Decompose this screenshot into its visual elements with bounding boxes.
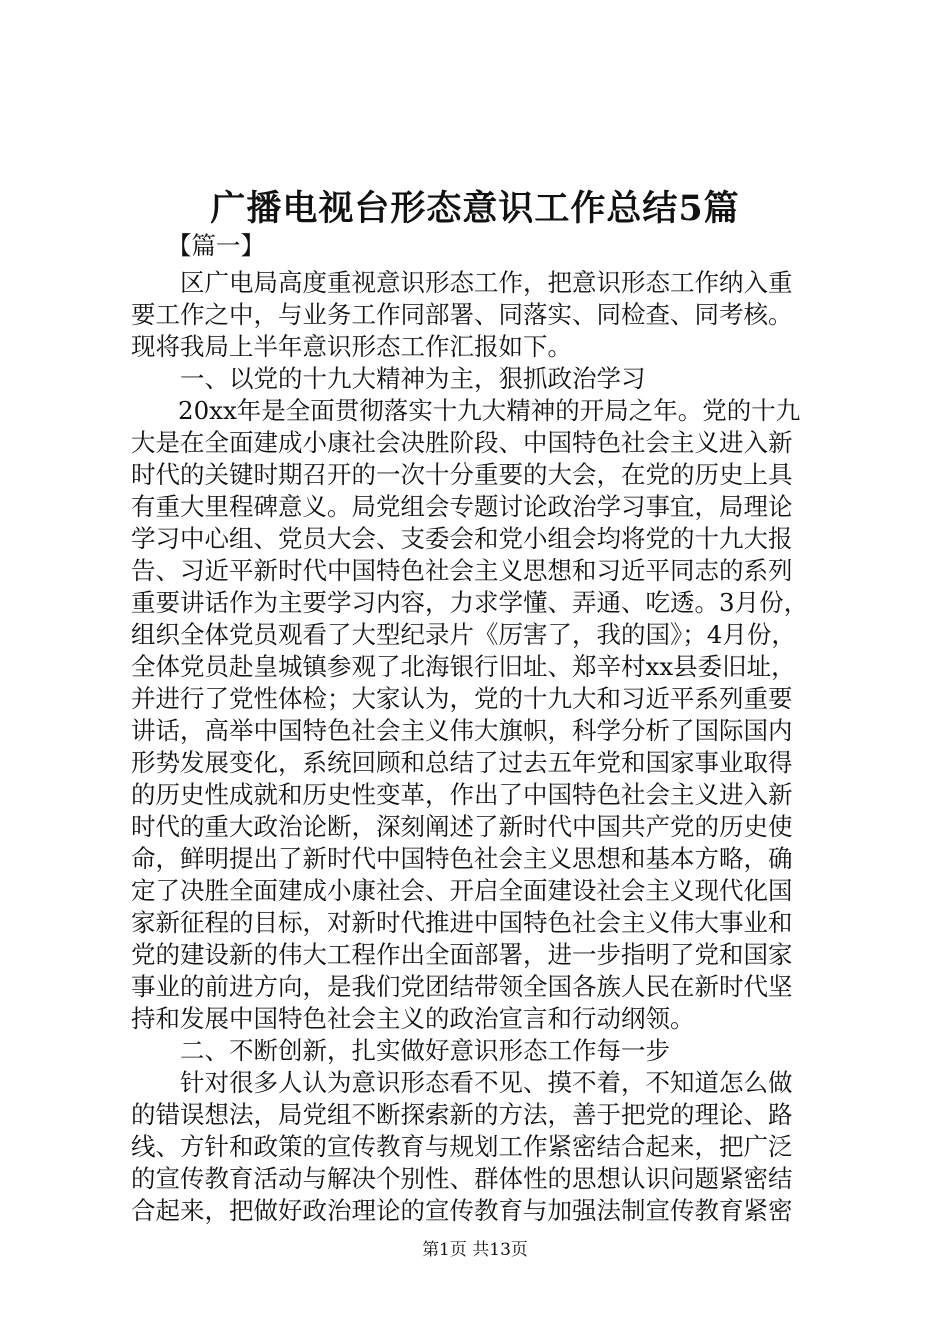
paragraph-line: 合起来，把做好政治理论的宣传教育与加强法制宣传教育紧密 <box>131 1196 793 1225</box>
section-heading: 一、以党的十九大精神为主，狠抓政治学习 <box>180 364 646 393</box>
paragraph-line: 告、习近平新时代中国特色社会主义思想和习近平同志的系列 <box>131 556 793 585</box>
paragraph-line: 形势发展变化，系统回顾和总结了过去五年党和国家事业取得 <box>131 748 793 777</box>
paragraph-line: 的宣传教育活动与解决个别性、群体性的思想认识问题紧密结 <box>131 1164 793 1193</box>
paragraph-line: 学习中心组、党员大会、支委会和党小组会均将党的十九大报 <box>131 524 793 553</box>
paragraph-line: 线、方针和政策的宣传教育与规划工作紧密结合起来，把广泛 <box>131 1132 793 1161</box>
paragraph-line: 的错误想法，局党组不断探索新的方法，善于把党的理论、路 <box>131 1100 793 1129</box>
paragraph-line: 时代的重大政治论断，深刻阐述了新时代中国共产党的历史使 <box>131 812 793 841</box>
paragraph-line: 组织全体党员观看了大型纪录片《厉害了，我的国》；4月份， <box>131 620 796 649</box>
paragraph-line: 并进行了党性体检；大家认为，党的十九大和习近平系列重要 <box>131 684 793 713</box>
paragraph-line: 讲话，高举中国特色社会主义伟大旗帜，科学分析了国际国内 <box>131 716 793 745</box>
section-heading: 二、不断创新，扎实做好意识形态工作每一步 <box>180 1036 670 1065</box>
paragraph-line: 区广电局高度重视意识形态工作，把意识形态工作纳入重 <box>180 268 793 297</box>
paragraph-line: 定了决胜全面建成小康社会、开启全面建设社会主义现代化国 <box>131 876 793 905</box>
page-footer: 第1页 共13页 <box>422 1240 528 1260</box>
paragraph-line: 要工作之中，与业务工作同部署、同落实、同检查、同考核。 <box>131 300 793 329</box>
paragraph-line: 党的建设新的伟大工程作出全面部署，进一步指明了党和国家 <box>131 940 793 969</box>
paragraph-line: 现将我局上半年意识形态工作汇报如下。 <box>131 332 572 361</box>
paragraph-line: 的历史性成就和历史性变革，作出了中国特色社会主义进入新 <box>131 780 793 809</box>
paragraph-line: 命，鲜明提出了新时代中国特色社会主义思想和基本方略，确 <box>131 844 793 873</box>
paragraph-line: 大是在全面建成小康社会决胜阶段、中国特色社会主义进入新 <box>131 428 793 457</box>
paragraph-line: 事业的前进方向，是我们党团结带领全国各族人民在新时代坚 <box>131 972 793 1001</box>
paragraph-line: 时代的关键时期召开的一次十分重要的大会，在党的历史上具 <box>131 460 793 489</box>
paragraph-line: 持和发展中国特色社会主义的政治宣言和行动纲领。 <box>131 1004 695 1033</box>
document-title: 广播电视台形态意识工作总结5篇 <box>210 188 740 229</box>
paragraph-line: 有重大里程碑意义。局党组会专题讨论政治学习事宜，局理论 <box>131 492 793 521</box>
paragraph-line: 全体党员赴皇城镇参观了北海银行旧址、郑辛村xx县委旧址， <box>131 652 796 681</box>
paragraph-line: 家新征程的目标，对新时代推进中国特色社会主义伟大事业和 <box>131 908 793 937</box>
section-label: 【篇一】 <box>167 231 265 260</box>
paragraph-line: 20xx年是全面贯彻落实十九大精神的开局之年。党的十九 <box>178 396 801 425</box>
paragraph-line: 重要讲话作为主要学习内容，力求学懂、弄通、吃透。3月份， <box>131 588 809 617</box>
paragraph-line: 针对很多人认为意识形态看不见、摸不着，不知道怎么做 <box>180 1068 793 1097</box>
